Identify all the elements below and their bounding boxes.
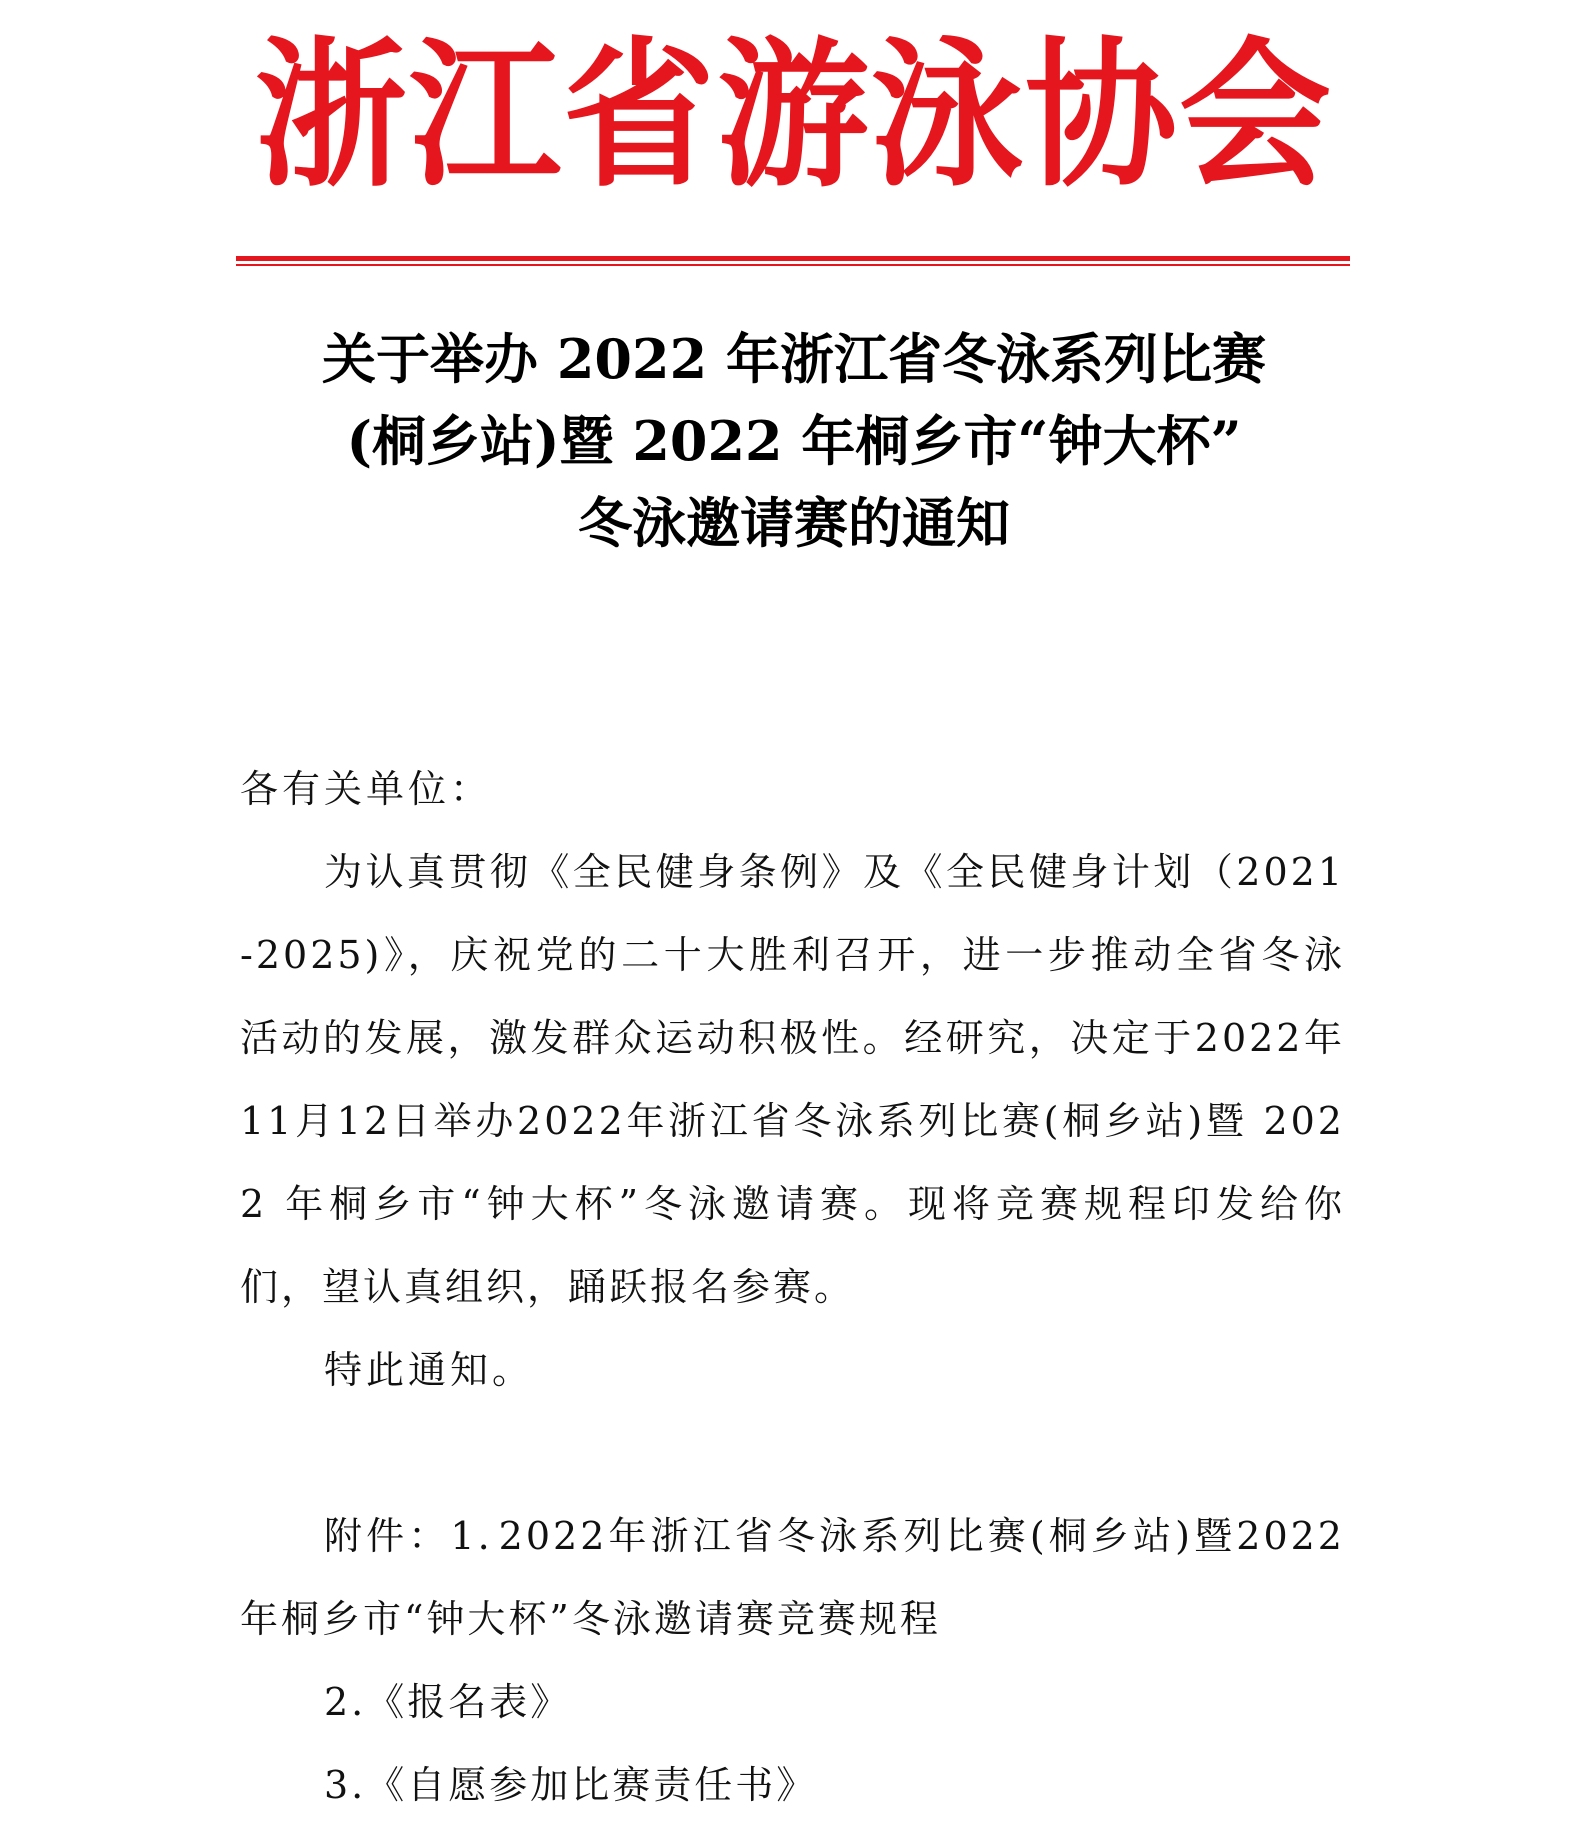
letterhead-red-rule (236, 256, 1350, 261)
title-line-1: 关于举办 2022 年浙江省冬泳系列比赛 (322, 327, 1266, 391)
attachment-text-3: 《自愿参加比赛责任书》 (366, 1763, 818, 1807)
attachment-index-3: 3. (324, 1763, 367, 1807)
title-line-3: 冬泳邀请赛的通知 (578, 491, 1010, 555)
salutation: 各有关单位： (240, 767, 493, 811)
attachment-text-2: 《报名表》 (366, 1680, 572, 1724)
document-title (0, 318, 1588, 564)
document-body (240, 748, 1345, 1827)
attachment-2 (240, 1661, 1345, 1744)
attachment-text-1: 2022年浙江省冬泳系列比赛(桐乡站)暨2022年桐乡市“钟大杯”冬泳邀请赛竞赛规程 (240, 1514, 1345, 1641)
spacer (240, 1412, 1345, 1495)
letterhead-org-name: 浙江省游泳协会 (255, 20, 1333, 209)
letterhead-red-rule-thin (236, 264, 1350, 266)
body-paragraph: 为认真贯彻《全民健身条例》及《全民健身计划（2021-2025)》，庆祝党的二十大胜利召开，进一步推动全省冬泳活动的发展，激发群众运动积极性。经研究，决定于2022年11月12日举办2022年浙江省冬泳系列比赛(桐乡站)暨 2022 年桐乡市“钟大杯”冬泳邀请赛。现将竞赛规程印发给你们，望认真组织，踊跃报名参赛。 (240, 850, 1345, 1309)
attachments-label: 附件： (324, 1514, 451, 1558)
attachment-1 (240, 1495, 1345, 1661)
attachment-index-1: 1. (450, 1514, 493, 1558)
attachment-index-2: 2. (324, 1680, 367, 1724)
attachment-3 (240, 1744, 1345, 1827)
title-line-2: (桐乡站)暨 2022 年桐乡市“钟大杯” (346, 409, 1242, 473)
closing-line: 特此通知。 (324, 1348, 535, 1392)
